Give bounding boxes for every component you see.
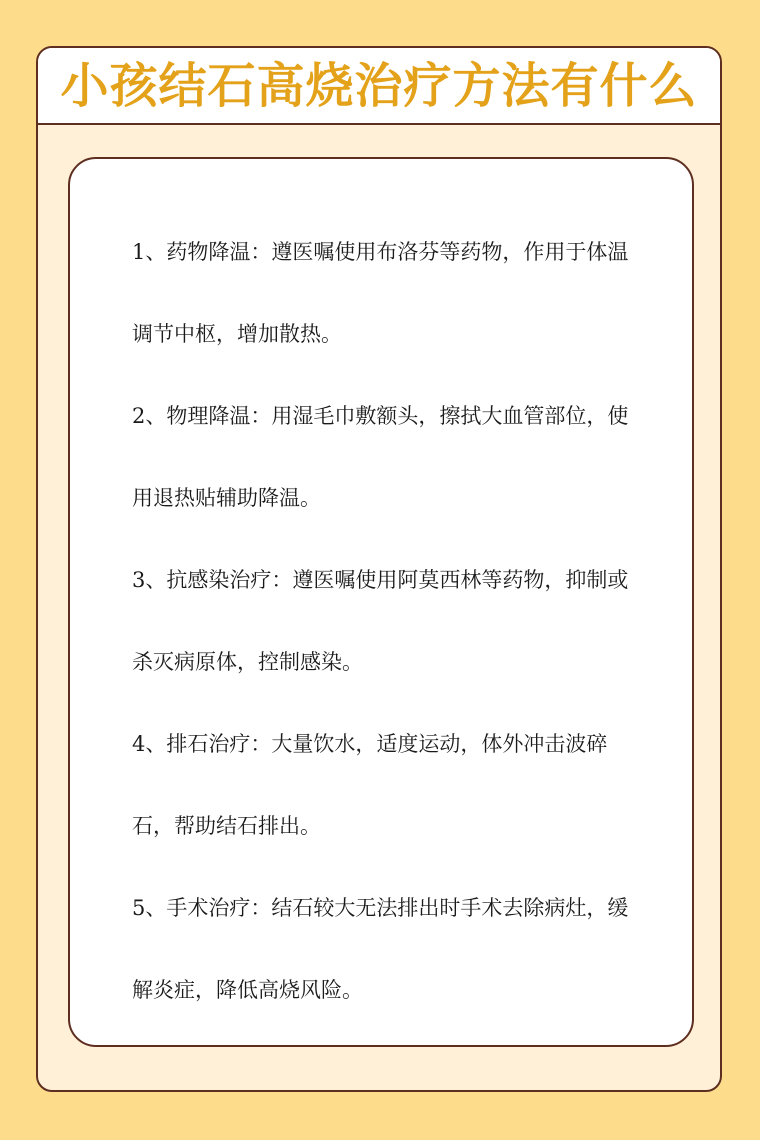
list-item bbox=[132, 867, 634, 1031]
item-number: 2 bbox=[132, 404, 146, 428]
item-number: 1 bbox=[132, 240, 146, 264]
page-title: 小孩结石高烧治疗方法有什么 bbox=[60, 57, 698, 114]
item-number: 5 bbox=[132, 896, 146, 920]
item-text: 、手术治疗：结石较大无法排出时手术去除病灶，缓解炎症，降低高烧风险。 bbox=[132, 896, 629, 1002]
item-text: 、排石治疗：大量饮水，适度运动，体外冲击波碎石，帮助结石排出。 bbox=[132, 732, 608, 838]
list-item bbox=[132, 375, 634, 539]
item-text: 、抗感染治疗：遵医嘱使用阿莫西林等药物，抑制或杀灭病原体，控制感染。 bbox=[132, 568, 629, 674]
list-item bbox=[132, 211, 634, 375]
article-card bbox=[36, 46, 722, 1092]
item-number: 4 bbox=[132, 732, 146, 756]
item-text: 、药物降温：遵医嘱使用布洛芬等药物，作用于体温调节中枢，增加散热。 bbox=[132, 240, 629, 346]
item-text: 、物理降温：用湿毛巾敷额头，擦拭大血管部位，使用退热贴辅助降温。 bbox=[132, 404, 629, 510]
title-bar bbox=[38, 48, 720, 125]
list-item bbox=[132, 703, 634, 867]
item-number: 3 bbox=[132, 568, 146, 592]
list-item bbox=[132, 539, 634, 703]
content-panel bbox=[68, 157, 694, 1047]
